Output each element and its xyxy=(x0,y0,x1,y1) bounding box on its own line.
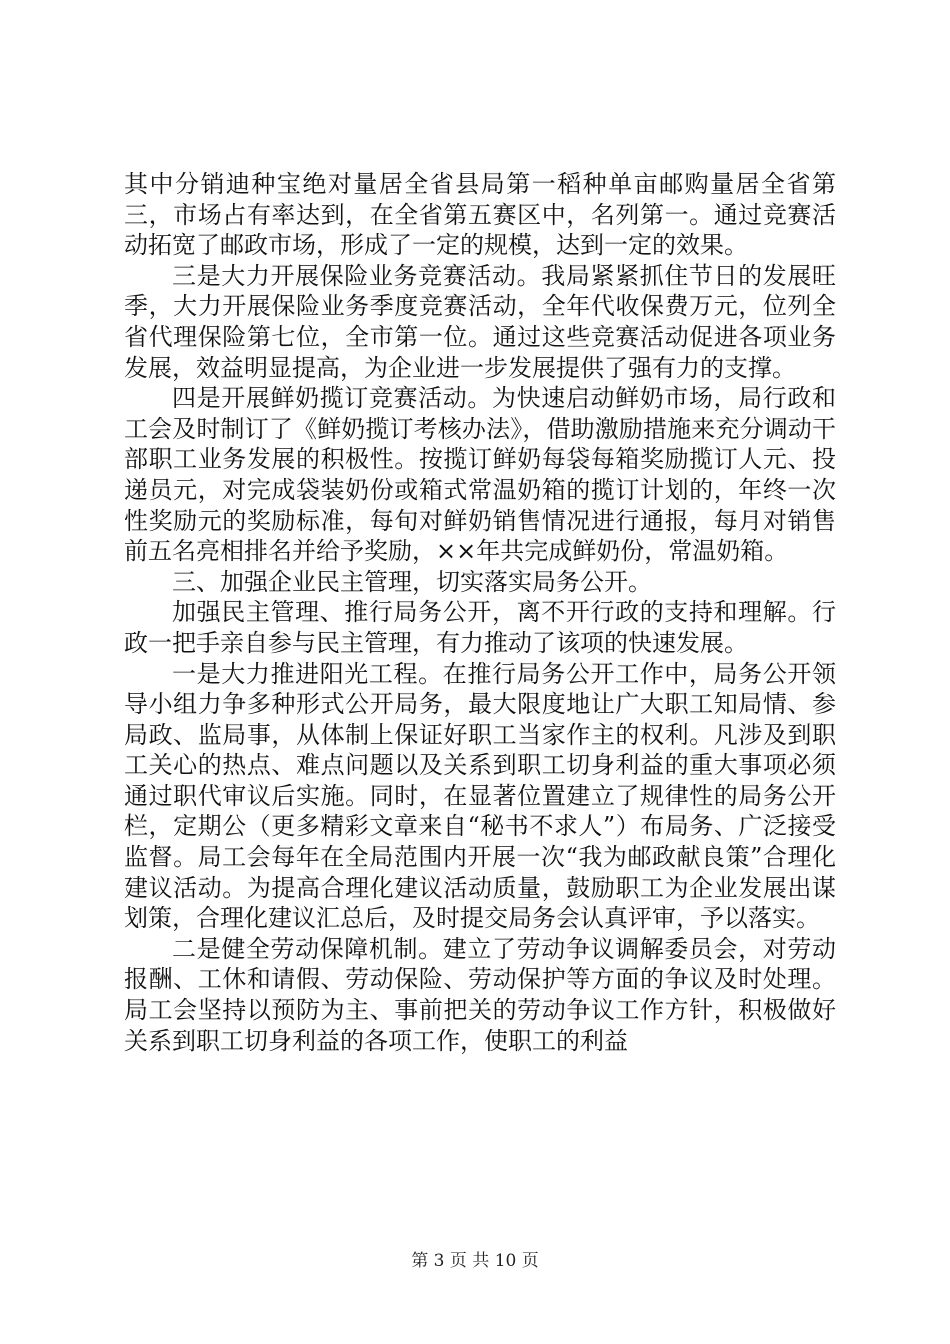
paragraph: 四是开展鲜奶揽订竞赛活动。为快速启动鲜奶市场，局行政和工会及时制订了《鲜奶揽订考核办法》，借助激励措施来充分调动干部职工业务发展的积极性。按揽订鲜奶每袋每箱奖励揽订人元、投递员元，对完成袋装奶份或箱式常温奶箱的揽订计划的，年终一次性奖励元的奖励标准，每旬对鲜奶销售情况进行通报，每月对销售前五名亮相排名并给予奖励，××年共完成鲜奶份，常温奶箱。 xyxy=(124,384,836,566)
document-body xyxy=(124,169,836,1056)
section-heading: 三、加强企业民主管理，切实落实局务公开。 xyxy=(172,567,652,596)
paragraph: 一是大力推进阳光工程。在推行局务公开工作中，局务公开领导小组力争多种形式公开局务，最大限度地让广大职工知局情、参局政、监局事，从体制上保证好职工当家作主的权利。凡涉及到职工关心的热点、难点问题以及关系到职工切身利益的重大事项必须通过职代审议后实施。同时，在显著位置建立了规律性的局务公开栏，定期公（更多精彩文章来自“秘书不求人”）布局务、广泛接受监督。局工会每年在全局范围内开展一次“我为邮政献良策”合理化建议活动。为提高合理化建议活动质量，鼓励职工为企业发展出谋划策，合理化建议汇总后，及时提交局务会认真评审，予以落实。 xyxy=(124,659,836,933)
page-number-footer: 第 3 页 共 10 页 xyxy=(411,1251,539,1271)
paragraph: 三是大力开展保险业务竞赛活动。我局紧紧抓住节日的发展旺季，大力开展保险业务季度竞赛活动，全年代收保费万元，位列全省代理保险第七位，全市第一位。通过这些竞赛活动促进各项业务发展，效益明显提高，为企业进一步发展提供了强有力的支撑。 xyxy=(124,261,836,382)
paragraph: 二是健全劳动保障机制。建立了劳动争议调解委员会，对劳动报酬、工休和请假、劳动保险、劳动保护等方面的争议及时处理。局工会坚持以预防为主、事前把关的劳动争议工作方针，积极做好关系到职工切身利益的各项工作，使职工的利益 xyxy=(124,934,836,1055)
paragraph: 其中分销迪种宝绝对量居全省县局第一稻种单亩邮购量居全省第三，市场占有率达到，在全省第五赛区中，名列第一。通过竞赛活动拓宽了邮政市场，形成了一定的规模，达到一定的效果。 xyxy=(124,170,836,260)
paragraph: 加强民主管理、推行局务公开，离不开行政的支持和理解。行政一把手亲自参与民主管理，有力推动了该项的快速发展。 xyxy=(124,598,836,657)
